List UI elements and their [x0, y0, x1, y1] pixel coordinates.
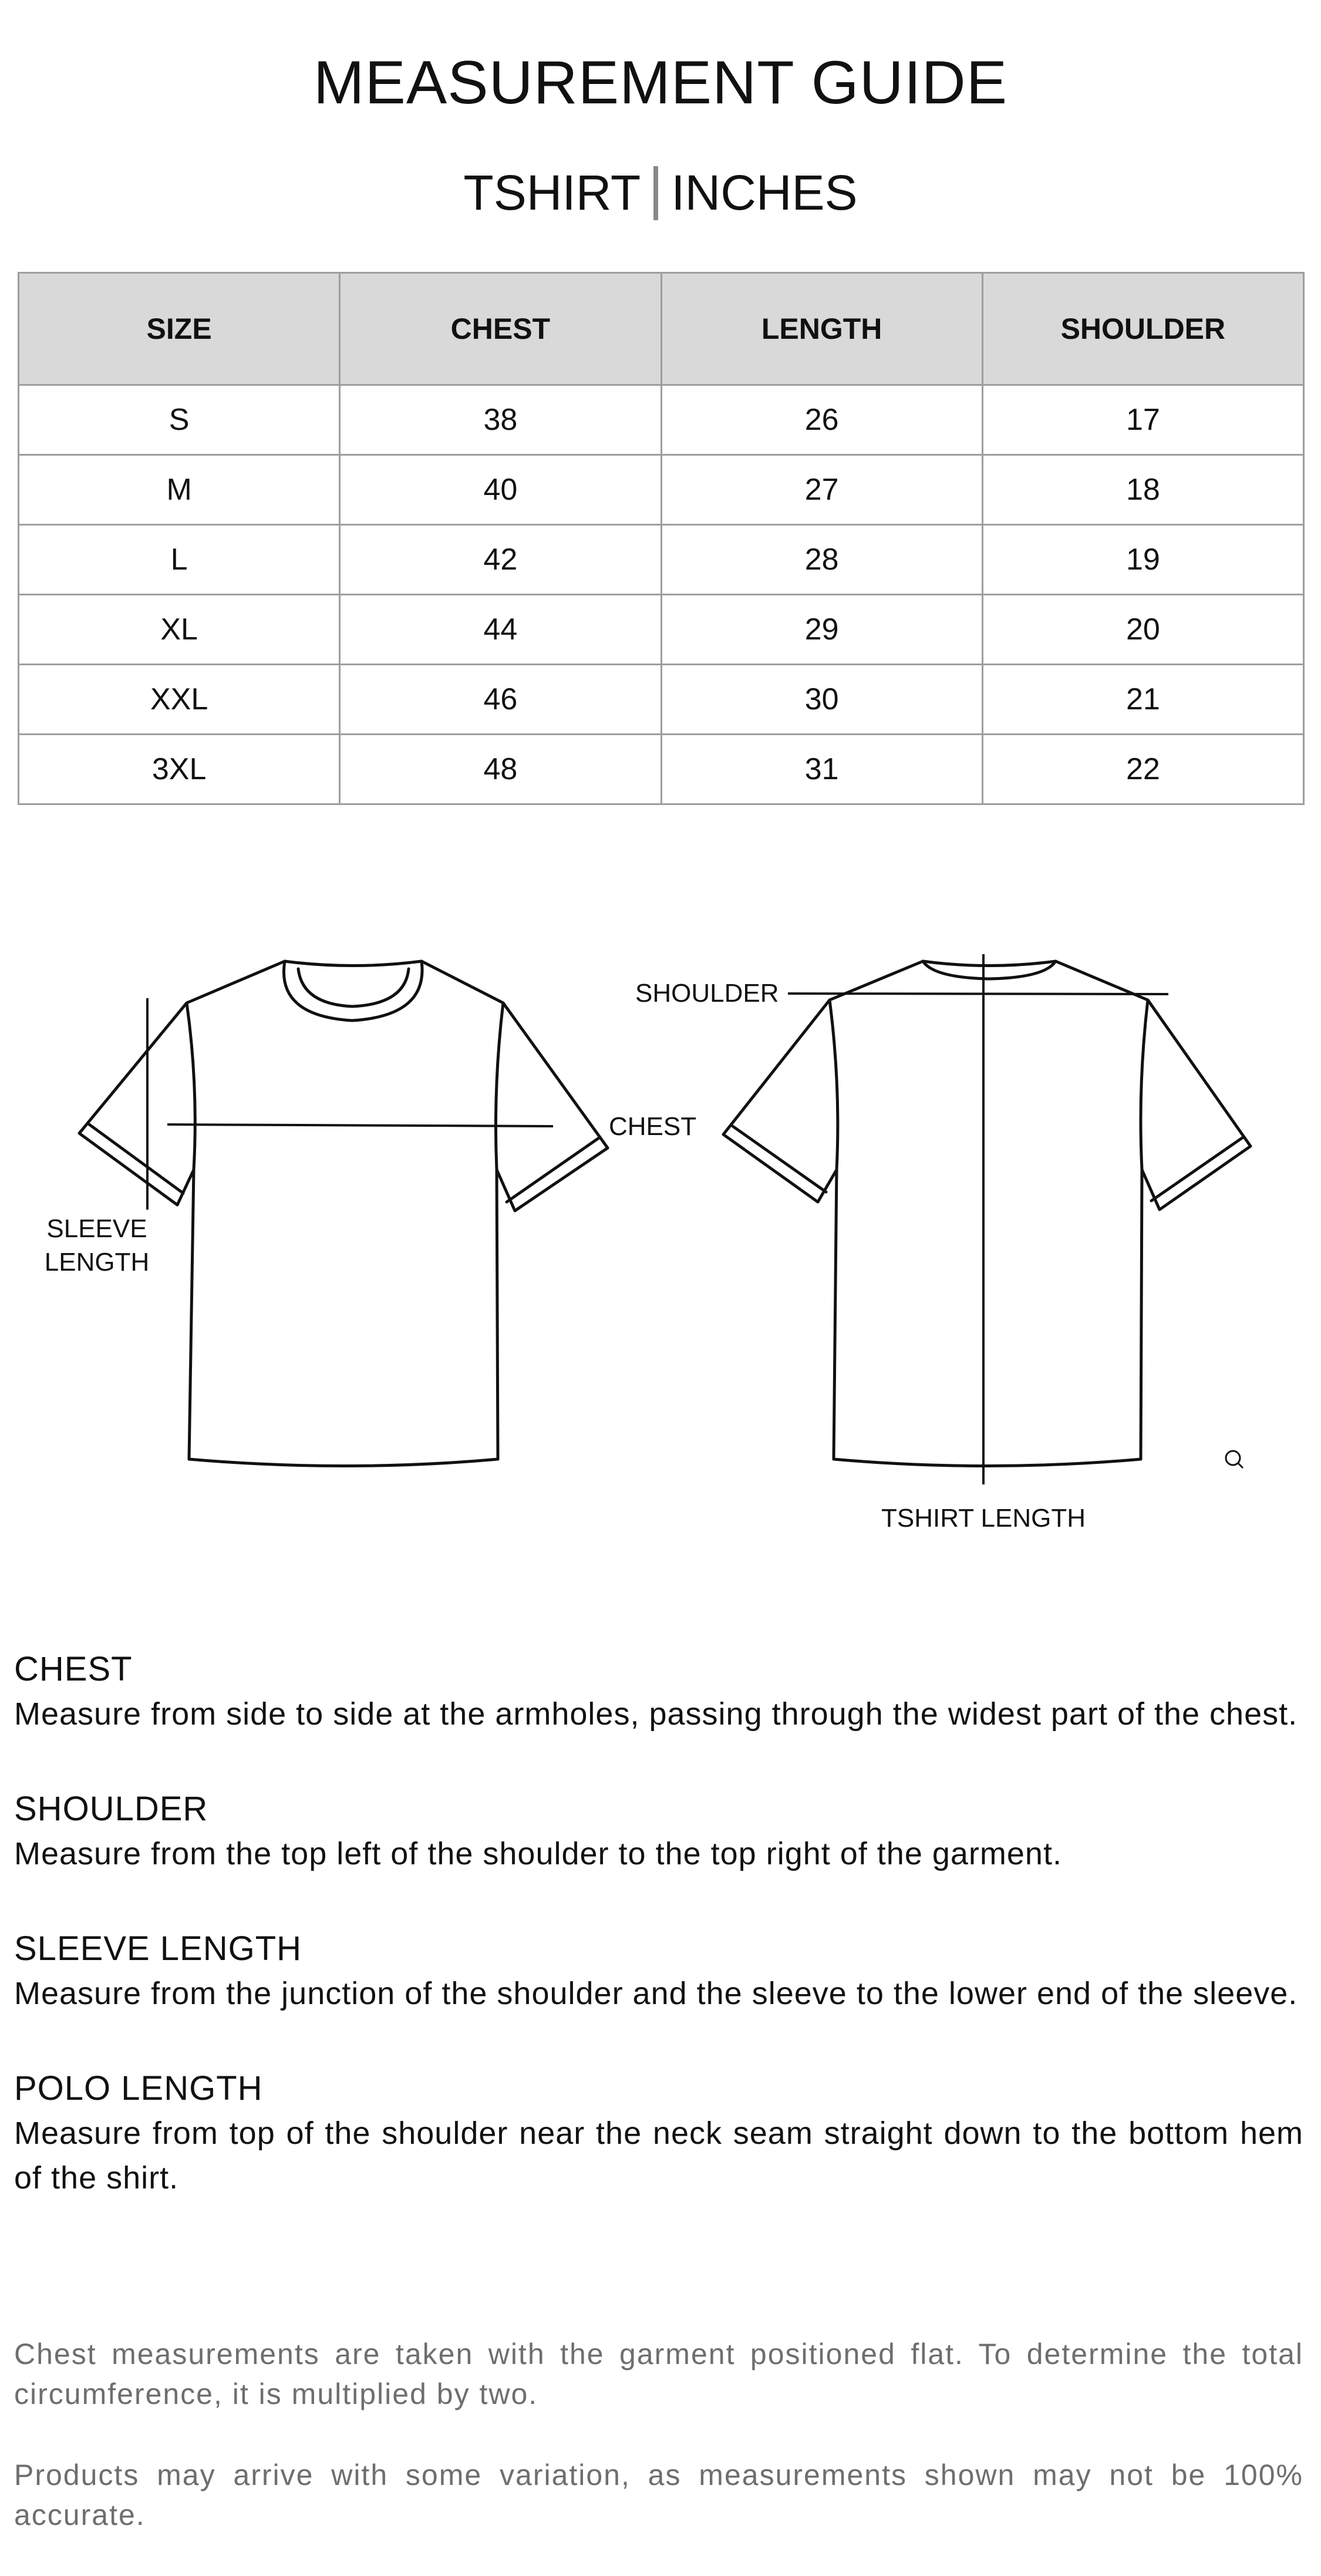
table-row [19, 595, 1304, 665]
shoulder-label: SHOULDER [635, 979, 779, 1008]
desc-heading: CHEST [14, 1650, 133, 1688]
header-shoulder: SHOULDER [982, 273, 1303, 385]
back-measure-lines [788, 954, 1168, 1484]
cell-size: S [19, 385, 340, 455]
desc-text: Measure from side to side at the armholes, passing through the widest part of the chest. [14, 1696, 1298, 1732]
measurement-descriptions [14, 1647, 1303, 2251]
desc-chest [14, 1647, 1303, 1736]
desc-heading: SLEEVE LENGTH [14, 1930, 302, 1968]
tshirt-diagram [0, 916, 1321, 1562]
cell-shoulder: 20 [982, 595, 1303, 665]
subtitle-garment: TSHIRT [463, 165, 641, 220]
sleeve-length-label-line2: LENGTH [44, 1248, 150, 1277]
cell-chest: 40 [340, 455, 661, 525]
cell-length: 29 [661, 595, 982, 665]
desc-text: Measure from the top left of the shoulder to the top right of the garment. [14, 1836, 1062, 1871]
cell-length: 28 [661, 525, 982, 595]
header-size: SIZE [19, 273, 340, 385]
tshirt-back-illustration [723, 961, 1251, 1466]
desc-sleeve-length [14, 1927, 1303, 2016]
table-row [19, 735, 1304, 804]
table-header-row [19, 273, 1304, 385]
cell-shoulder: 22 [982, 735, 1303, 804]
cell-shoulder: 18 [982, 455, 1303, 525]
cell-length: 31 [661, 735, 982, 804]
size-chart-table [18, 272, 1305, 805]
desc-polo-length [14, 2066, 1303, 2200]
tshirt-front-illustration [79, 961, 608, 1466]
cell-size: 3XL [19, 735, 340, 804]
zoom-icon[interactable] [1226, 1451, 1243, 1468]
desc-heading: POLO LENGTH [14, 2069, 263, 2107]
table-row [19, 455, 1304, 525]
sleeve-length-label-line1: SLEEVE [46, 1214, 147, 1243]
cell-chest: 44 [340, 595, 661, 665]
desc-heading: SHOULDER [14, 1790, 208, 1828]
note-flat-measurement: Chest measurements are taken with the garment positioned flat. To determine the total circumference, it is multiplied by two. [14, 2338, 1303, 2410]
cell-shoulder: 17 [982, 385, 1303, 455]
cell-chest: 46 [340, 665, 661, 735]
desc-text: Measure from the junction of the shoulder and the sleeve to the lower end of the sleeve. [14, 1976, 1298, 2011]
cell-chest: 38 [340, 385, 661, 455]
cell-shoulder: 19 [982, 525, 1303, 595]
desc-text: Measure from top of the shoulder near the neck seam straight down to the bottom hem of the shirt. [14, 2116, 1303, 2196]
desc-shoulder [14, 1787, 1303, 1876]
header-length: LENGTH [661, 273, 982, 385]
subtitle [0, 164, 1321, 221]
cell-shoulder: 21 [982, 665, 1303, 735]
footnotes [14, 2334, 1303, 2576]
chest-label: CHEST [609, 1112, 697, 1141]
header-chest: CHEST [340, 273, 661, 385]
cell-size: M [19, 455, 340, 525]
cell-size: XL [19, 595, 340, 665]
page-title: MEASUREMENT GUIDE [313, 49, 1008, 117]
cell-length: 27 [661, 455, 982, 525]
subtitle-unit: INCHES [671, 165, 858, 220]
subtitle-divider [653, 166, 658, 220]
tshirt-length-label: TSHIRT LENGTH [881, 1504, 1086, 1533]
cell-chest: 48 [340, 735, 661, 804]
front-measure-lines [147, 998, 553, 1210]
cell-chest: 42 [340, 525, 661, 595]
cell-size: XXL [19, 665, 340, 735]
table-row [19, 385, 1304, 455]
note-variation: Products may arrive with some variation, as measurements shown may not be 100% accurate. [14, 2459, 1303, 2531]
cell-size: L [19, 525, 340, 595]
table-row [19, 665, 1304, 735]
cell-length: 30 [661, 665, 982, 735]
table-row [19, 525, 1304, 595]
cell-length: 26 [661, 385, 982, 455]
